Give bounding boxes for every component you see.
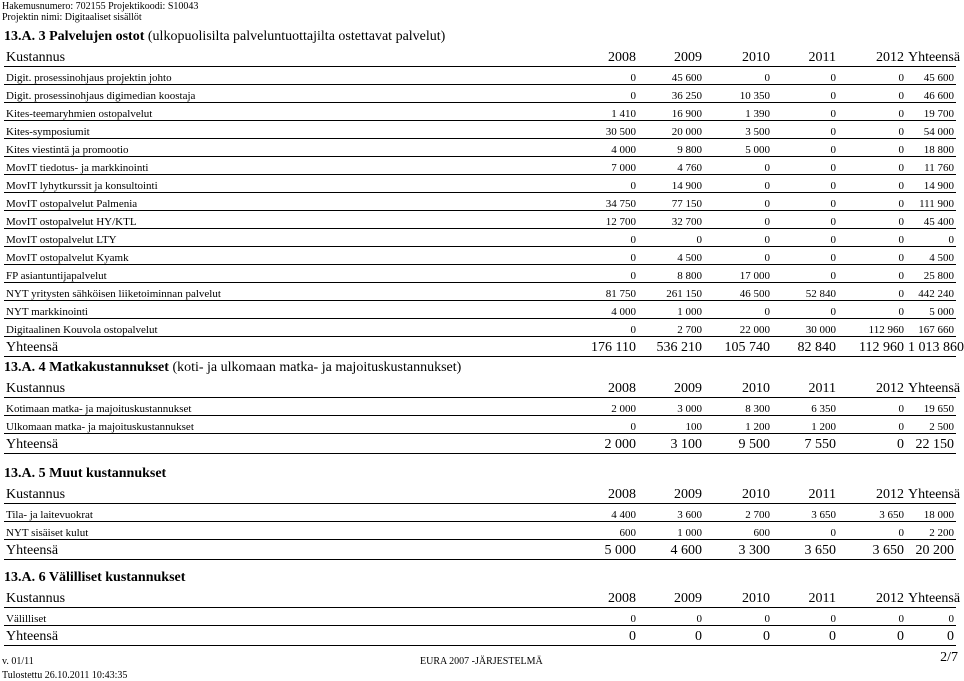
cell-value: 1 410 (570, 103, 638, 121)
cell-value: 52 840 (772, 283, 838, 301)
total-value: 0 (838, 434, 906, 454)
column-header: 2012 (838, 590, 906, 608)
cell-value: 0 (704, 301, 772, 319)
cell-value: 0 (570, 175, 638, 193)
cell-value: 0 (570, 265, 638, 283)
section-title (4, 29, 445, 45)
column-header: 2008 (570, 590, 638, 608)
section-title-main: 13.A. 3 Palvelujen ostot (4, 29, 145, 44)
cell-value: 0 (838, 139, 906, 157)
column-header: Kustannus (4, 380, 570, 398)
table-row (4, 211, 956, 229)
cell-value: 4 500 (638, 247, 704, 265)
table-row (4, 157, 956, 175)
cell-value: 0 (570, 67, 638, 85)
total-row (4, 540, 956, 560)
row-label: Digitaalinen Kouvola ostopalvelut (4, 319, 570, 337)
table-row (4, 193, 956, 211)
total-row (4, 434, 956, 454)
cell-value: 4 500 (906, 247, 956, 265)
cell-value: 0 (772, 229, 838, 247)
cell-value: 45 600 (906, 67, 956, 85)
footer-page-number: 2/7 (940, 650, 958, 665)
row-label: MovIT tiedotus- ja markkinointi (4, 157, 570, 175)
cell-value: 4 000 (570, 139, 638, 157)
cell-value: 0 (570, 608, 638, 626)
section-title-main: 13.A. 5 Muut kustannukset (4, 466, 167, 481)
column-header: Kustannus (4, 590, 570, 608)
cell-value: 45 400 (906, 211, 956, 229)
column-header: Kustannus (4, 486, 570, 504)
cell-value: 0 (638, 229, 704, 247)
cell-value: 12 700 (570, 211, 638, 229)
column-header: Yhteensä (908, 487, 961, 502)
section-title (4, 570, 185, 586)
cell-value: 0 (772, 193, 838, 211)
cell-value: 0 (772, 211, 838, 229)
cell-value: 0 (838, 85, 906, 103)
cell-value: 0 (906, 229, 956, 247)
row-label: Digit. prosessinohjaus projektin johto (4, 67, 570, 85)
column-header: 2010 (704, 49, 772, 67)
cell-value: 0 (772, 608, 838, 626)
cell-value: 36 250 (638, 85, 704, 103)
footer-version: v. 01/11 (2, 656, 34, 667)
cell-value: 0 (772, 121, 838, 139)
table-row (4, 416, 956, 434)
total-value: 176 110 (570, 337, 638, 357)
row-label: Ulkomaan matka- ja majoituskustannukset (4, 416, 570, 434)
column-header: 2009 (638, 486, 704, 504)
row-label: MovIT ostopalvelut Kyamk (4, 247, 570, 265)
cell-value: 3 500 (704, 121, 772, 139)
column-header: Yhteensä (908, 381, 961, 396)
cell-value: 1 390 (704, 103, 772, 121)
total-value: 536 210 (638, 337, 704, 357)
column-header: 2009 (638, 380, 704, 398)
total-value: 0 (906, 626, 956, 646)
cell-value: 0 (570, 247, 638, 265)
cell-value: 0 (704, 608, 772, 626)
cell-value: 0 (838, 283, 906, 301)
cell-value: 3 650 (838, 504, 906, 522)
cell-value: 0 (570, 416, 638, 434)
section-title (4, 360, 461, 376)
cell-value: 0 (838, 157, 906, 175)
total-value: 105 740 (704, 337, 772, 357)
cell-value: 0 (704, 247, 772, 265)
table-row (4, 608, 956, 626)
cost-table (4, 590, 961, 646)
total-label: Yhteensä (4, 337, 570, 357)
cell-value: 9 800 (638, 139, 704, 157)
cell-value: 45 600 (638, 67, 704, 85)
column-header: 2012 (838, 49, 906, 67)
column-header: Kustannus (4, 49, 570, 67)
cell-value: 1 000 (638, 522, 704, 540)
section-title-main: 13.A. 4 Matkakustannukset (4, 360, 169, 375)
row-label: Tila- ja laitevuokrat (4, 504, 570, 522)
cell-value: 0 (772, 522, 838, 540)
cell-value: 0 (838, 211, 906, 229)
total-value: 7 550 (772, 434, 838, 454)
table-row (4, 283, 956, 301)
total-value: 0 (570, 626, 638, 646)
cell-value: 2 700 (704, 504, 772, 522)
cell-value: 600 (570, 522, 638, 540)
total-label: Yhteensä (4, 540, 570, 560)
cell-value: 4 400 (570, 504, 638, 522)
row-label: NYT sisäiset kulut (4, 522, 570, 540)
cell-value: 2 200 (906, 522, 956, 540)
cell-value: 0 (772, 265, 838, 283)
total-value: 0 (772, 626, 838, 646)
row-label: Kites-symposiumit (4, 121, 570, 139)
cell-value: 1 000 (638, 301, 704, 319)
cell-value: 32 700 (638, 211, 704, 229)
total-value: 3 650 (838, 540, 906, 560)
cell-value: 3 650 (772, 504, 838, 522)
row-label: MovIT ostopalvelut Palmenia (4, 193, 570, 211)
total-value: 4 600 (638, 540, 704, 560)
cell-value: 167 660 (906, 319, 956, 337)
cell-value: 2 000 (570, 398, 638, 416)
table-header-row (4, 380, 956, 398)
cell-value: 0 (838, 398, 906, 416)
cell-value: 3 600 (638, 504, 704, 522)
cell-value: 0 (838, 229, 906, 247)
cell-value: 0 (838, 103, 906, 121)
cell-value: 0 (772, 139, 838, 157)
cost-table (4, 486, 961, 560)
cell-value: 442 240 (906, 283, 956, 301)
cell-value: 2 500 (906, 416, 956, 434)
cell-value: 22 000 (704, 319, 772, 337)
row-label: Kites viestintä ja promootio (4, 139, 570, 157)
cell-value: 46 500 (704, 283, 772, 301)
column-header: 2010 (704, 486, 772, 504)
column-header: Yhteensä (908, 50, 961, 65)
cell-value: 0 (838, 247, 906, 265)
row-label: NYT yritysten sähköisen liiketoiminnan palvelut (4, 283, 570, 301)
cell-value: 0 (838, 416, 906, 434)
cell-value: 0 (772, 103, 838, 121)
cell-value: 14 900 (906, 175, 956, 193)
cell-value: 46 600 (906, 85, 956, 103)
total-value: 82 840 (772, 337, 838, 357)
cell-value: 0 (638, 608, 704, 626)
cell-value: 0 (704, 211, 772, 229)
cell-value: 8 300 (704, 398, 772, 416)
row-label: MovIT ostopalvelut HY/KTL (4, 211, 570, 229)
cost-table (4, 380, 961, 454)
cell-value: 77 150 (638, 193, 704, 211)
cell-value: 111 900 (906, 193, 956, 211)
cell-value: 16 900 (638, 103, 704, 121)
column-header: 2008 (570, 380, 638, 398)
column-header: 2009 (638, 590, 704, 608)
total-value: 2 000 (570, 434, 638, 454)
cell-value: 30 000 (772, 319, 838, 337)
cell-value: 8 800 (638, 265, 704, 283)
table-row (4, 139, 956, 157)
section-title-note: (koti- ja ulkomaan matka- ja majoituskustannukset) (168, 360, 462, 375)
total-value: 0 (838, 626, 906, 646)
row-label: FP asiantuntijapalvelut (4, 265, 570, 283)
cell-value: 11 760 (906, 157, 956, 175)
cell-value: 1 200 (772, 416, 838, 434)
cell-value: 6 350 (772, 398, 838, 416)
cell-value: 0 (838, 301, 906, 319)
column-header: 2012 (838, 380, 906, 398)
cell-value: 5 000 (906, 301, 956, 319)
cell-value: 54 000 (906, 121, 956, 139)
cell-value: 25 800 (906, 265, 956, 283)
table-row (4, 85, 956, 103)
row-label: Kites-teemaryhmien ostopalvelut (4, 103, 570, 121)
cell-value: 0 (704, 229, 772, 247)
total-label: Yhteensä (4, 434, 570, 454)
row-label: NYT markkinointi (4, 301, 570, 319)
cell-value: 0 (838, 175, 906, 193)
cell-value: 0 (772, 301, 838, 319)
table-header-row (4, 486, 956, 504)
section-title-main: 13.A. 6 Välilliset kustannukset (4, 570, 186, 585)
cell-value: 3 000 (638, 398, 704, 416)
cell-value: 34 750 (570, 193, 638, 211)
footer-system: EURA 2007 -JÄRJESTELMÄ (420, 656, 543, 667)
cell-value: 7 000 (570, 157, 638, 175)
table-row (4, 522, 956, 540)
cell-value: 4 760 (638, 157, 704, 175)
row-label: Kotimaan matka- ja majoituskustannukset (4, 398, 570, 416)
header-project-number: Hakemusnumero: 702155 Projektikoodi: S10043 (2, 1, 199, 12)
footer-print-date: Tulostettu 26.10.2011 10:43:35 (2, 670, 128, 681)
cell-value: 81 750 (570, 283, 638, 301)
column-header: 2010 (704, 380, 772, 398)
row-label: Välilliset (4, 608, 570, 626)
cell-value: 0 (838, 522, 906, 540)
column-header: 2011 (772, 380, 838, 398)
cell-value: 0 (570, 85, 638, 103)
column-header: 2011 (772, 590, 838, 608)
cell-value: 0 (838, 121, 906, 139)
cell-value: 0 (772, 157, 838, 175)
table-row (4, 121, 956, 139)
table-row (4, 103, 956, 121)
total-row (4, 337, 956, 357)
table-row (4, 175, 956, 193)
total-value: 3 650 (772, 540, 838, 560)
cell-value: 0 (772, 85, 838, 103)
cell-value: 19 700 (906, 103, 956, 121)
cell-value: 18 000 (906, 504, 956, 522)
column-header: 2012 (838, 486, 906, 504)
cell-value: 5 000 (704, 139, 772, 157)
column-header: 2008 (570, 486, 638, 504)
table-row (4, 247, 956, 265)
cell-value: 18 800 (906, 139, 956, 157)
column-header: Yhteensä (908, 591, 961, 606)
cell-value: 0 (772, 67, 838, 85)
table-row (4, 504, 956, 522)
total-value: 1 013 860 (906, 337, 956, 357)
table-row (4, 398, 956, 416)
cell-value: 20 000 (638, 121, 704, 139)
section-title-note: (ulkopuolisilta palveluntuottajilta ostettavat palvelut) (144, 29, 446, 44)
total-value: 9 500 (704, 434, 772, 454)
column-header: 2008 (570, 49, 638, 67)
row-label: MovIT lyhytkurssit ja konsultointi (4, 175, 570, 193)
cell-value: 10 350 (704, 85, 772, 103)
cell-value: 0 (772, 175, 838, 193)
total-value: 20 200 (906, 540, 956, 560)
header-project-name: Projektin nimi: Digitaaliset sisällöt (2, 12, 142, 23)
table-header-row (4, 49, 956, 67)
cell-value: 0 (838, 193, 906, 211)
cell-value: 0 (704, 175, 772, 193)
table-row (4, 67, 956, 85)
cell-value: 19 650 (906, 398, 956, 416)
total-value: 0 (704, 626, 772, 646)
cell-value: 112 960 (838, 319, 906, 337)
section-title (4, 466, 166, 482)
cell-value: 600 (704, 522, 772, 540)
total-row (4, 626, 956, 646)
total-value: 5 000 (570, 540, 638, 560)
column-header: 2010 (704, 590, 772, 608)
row-label: MovIT ostopalvelut LTY (4, 229, 570, 247)
cell-value: 0 (838, 265, 906, 283)
table-header-row (4, 590, 956, 608)
cell-value: 0 (570, 319, 638, 337)
cell-value: 0 (838, 67, 906, 85)
cost-table (4, 49, 964, 357)
table-row (4, 301, 956, 319)
cell-value: 261 150 (638, 283, 704, 301)
table-row (4, 229, 956, 247)
cell-value: 0 (838, 608, 906, 626)
total-value: 0 (638, 626, 704, 646)
column-header: 2011 (772, 49, 838, 67)
column-header: 2011 (772, 486, 838, 504)
cell-value: 30 500 (570, 121, 638, 139)
cell-value: 14 900 (638, 175, 704, 193)
cell-value: 2 700 (638, 319, 704, 337)
table-row (4, 319, 956, 337)
cell-value: 17 000 (704, 265, 772, 283)
cell-value: 0 (570, 229, 638, 247)
cell-value: 0 (704, 157, 772, 175)
total-value: 3 300 (704, 540, 772, 560)
total-label: Yhteensä (4, 626, 570, 646)
total-value: 112 960 (838, 337, 906, 357)
cell-value: 0 (704, 67, 772, 85)
cell-value: 0 (906, 608, 956, 626)
total-value: 22 150 (906, 434, 956, 454)
total-value: 3 100 (638, 434, 704, 454)
cell-value: 4 000 (570, 301, 638, 319)
cell-value: 100 (638, 416, 704, 434)
cell-value: 0 (704, 193, 772, 211)
cell-value: 1 200 (704, 416, 772, 434)
table-row (4, 265, 956, 283)
column-header: 2009 (638, 49, 704, 67)
row-label: Digit. prosessinohjaus digimedian koostaja (4, 85, 570, 103)
cell-value: 0 (772, 247, 838, 265)
